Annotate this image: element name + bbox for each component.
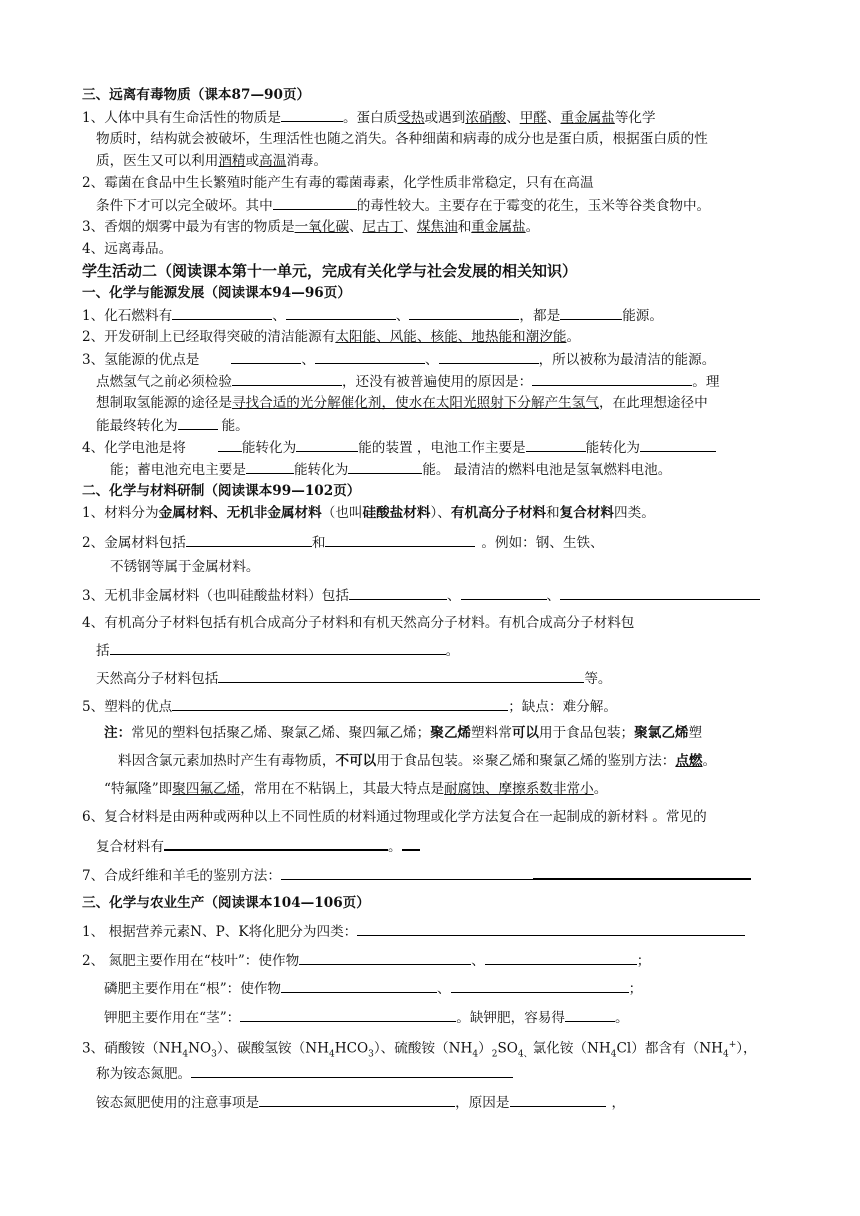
paragraph-line: 4、远离毒品。: [82, 241, 173, 257]
paragraph-line: 1、人体中具有生命活性的物质是 。蛋白质受热或遇到浓硝酸、甲醛、重金属盐等化学: [82, 110, 656, 126]
paragraph-line: 磷肥主要作用在“根”：使作物 、 ；: [104, 981, 643, 997]
paragraph-line: 2、开发研制上已经取得突破的清洁能源有太阳能、风能、核能、地热能和潮汐能。: [82, 329, 581, 345]
paragraph-line: 物质时，结构就会被破坏，生理活性也随之消失。各种细菌和病毒的成分也是蛋白质，根据蛋白质的性: [96, 131, 708, 147]
paragraph-line: 钾肥主要作用在“茎”： 。缺钾肥，容易得 。: [104, 1010, 629, 1026]
paragraph-line: 不锈钢等属于金属材料。: [110, 559, 260, 575]
paragraph-line: 3、氢能源的优点是 、 、 ，所以被称为最清洁的能源。: [82, 352, 716, 368]
paragraph-line: 1、化石燃料有 、 、 ，都是 能源。: [82, 308, 663, 324]
paragraph-line: 3、硝酸铵$(NH_4NO_3)$、碳酸氢铵$(NH_4HCO_3)$、硫酸铵$(NH_4)_2SO_{4、}$氯化铵$(NH_4Cl)$都含有$(NH_4^+)$，: [82, 1040, 757, 1060]
paragraph-line: 3、无机非金属材料（也叫硅酸盐材料）包括 、 、: [82, 586, 760, 605]
section-title-energy: 一、化学与能源发展（阅读课本94—96页）: [82, 285, 351, 301]
paragraph-line: 4、有机高分子材料包括有机合成高分子材料和有机天然高分子材料。有机合成高分子材料包: [82, 615, 635, 631]
paragraph-line: 2、霉菌在食品中生长繁殖时能产生有毒的霉菌毒素，化学性质非常稳定，只有在高温: [82, 175, 594, 191]
paragraph-line: 6、复合材料是由两种或两种以上不同性质的材料通过物理或化学方法复合在一起制成的新材料 。常见的: [82, 809, 707, 825]
paragraph-line: 1、材料分为金属材料、无机非金属材料（也叫硅酸盐材料）、有机高分子材料和复合材料四类。: [82, 505, 655, 521]
section-title-materials: 二、化学与材料研制（阅读课本99—102页）: [82, 483, 361, 499]
paragraph-line: 复合材料有 。: [96, 836, 420, 856]
activity-title: 学生活动二（阅读课本第十一单元，完成有关化学与社会发展的相关知识）: [82, 262, 578, 280]
paragraph-line: 想制取氢能源的途径是寻找合适的光分解催化剂，使水在太阳光照射下分解产生氢气，在此理想途径中: [96, 395, 708, 411]
paragraph-line: 7、合成纤维和羊毛的鉴别方法：: [82, 865, 751, 885]
section-title-agriculture: 三、化学与农业生产（阅读课本104—106页）: [82, 895, 370, 911]
paragraph-line: 括 。: [96, 643, 460, 659]
paragraph-line: 4、化学电池是将 能转化为 能的装置 ，电池工作主要是 能转化为: [82, 438, 716, 457]
section-title-toxic: 三、远离有毒物质（课本87—90页）: [82, 87, 311, 103]
note-line: 注：常见的塑料包括聚乙烯、聚氯乙烯、聚四氟乙烯；聚乙烯塑料常可以用于食品包装；聚氯乙烯塑: [104, 725, 703, 741]
paragraph-line: 铵态氮肥使用的注意事项是 ，原因是 ，: [96, 1095, 626, 1111]
paragraph-line: 能最终转化为 能。: [96, 418, 249, 434]
paragraph-line: 能；蓄电池充电主要是 能转化为 能。 最清洁的燃料电池是氢氧燃料电池。: [110, 462, 672, 478]
paragraph-line: 称为铵态氮肥。: [96, 1064, 513, 1083]
paragraph-line: 天然高分子材料包括 等。: [96, 671, 612, 687]
paragraph-line: 点燃氢气之前必须检验 ，还没有被普遍使用的原因是： 。理: [96, 374, 720, 390]
paragraph-line: 5、塑料的优点 ；缺点：难分解。: [82, 699, 617, 715]
paragraph-line: 条件下才可以完全破坏。其中 的毒性较大。主要存在于霉变的花生，玉米等谷类食物中。: [96, 198, 711, 214]
note-line: “特氟隆”即聚四氟乙烯，常用在不粘锅上，其最大特点是耐腐蚀、摩擦系数非常小。: [104, 781, 608, 797]
paragraph-line: 1、 根据营养元素N、P、K将化肥分为四类：: [82, 922, 745, 941]
paragraph-line: 2、金属材料包括 和 。例如：钢、生铁、: [82, 535, 604, 551]
paragraph-line: 3、香烟的烟雾中最为有害的物质是一氧化碳、尼古丁、煤焦油和重金属盐。: [82, 219, 540, 235]
paragraph-line: 2、 氮肥主要作用在“枝叶”：使作物 、 ；: [82, 953, 651, 969]
note-line: 料因含氯元素加热时产生有毒物质，不可以用于食品包装。※聚乙烯和聚氯乙烯的鉴别方法：点燃。: [118, 753, 717, 769]
paragraph-line: 质，医生又可以利用酒精或高温消毒。: [96, 153, 328, 169]
